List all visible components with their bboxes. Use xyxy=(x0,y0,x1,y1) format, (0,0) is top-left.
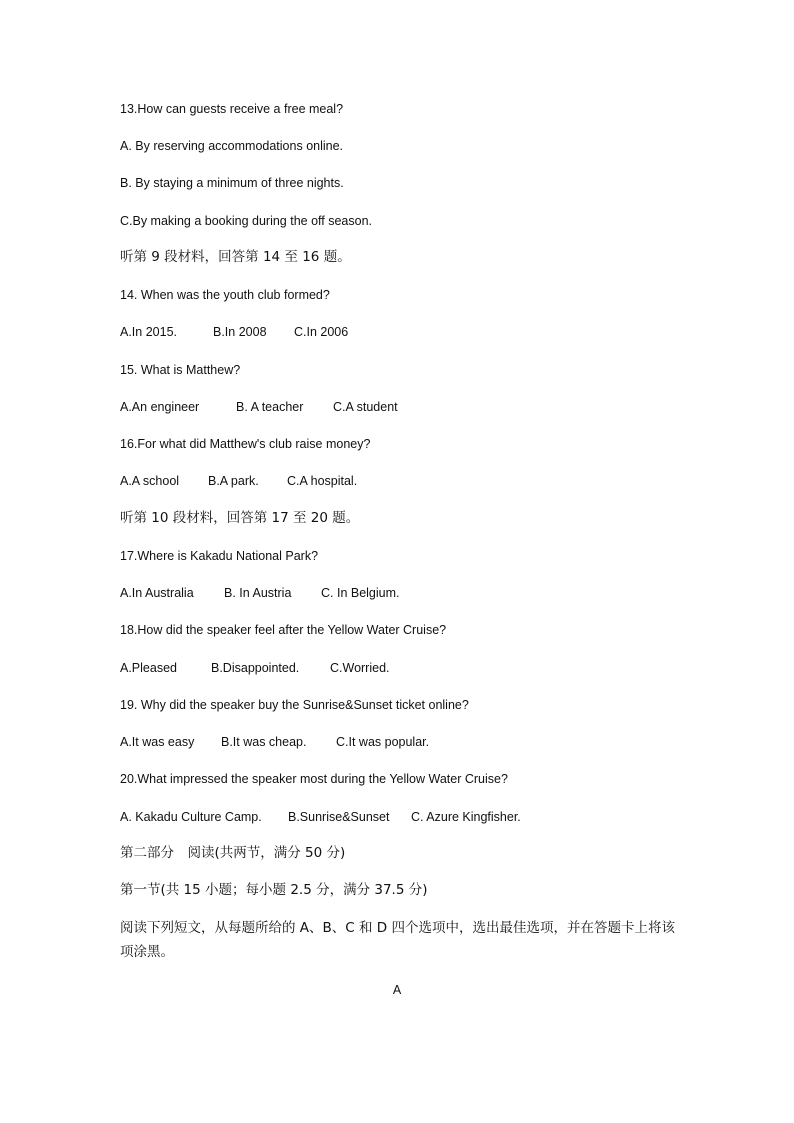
question-17-option-c: C. In Belgium. xyxy=(321,586,400,600)
question-17: 17.Where is Kakadu National Park? xyxy=(120,549,319,563)
question-19: 19. Why did the speaker buy the Sunrise&Sunset ticket online? xyxy=(120,698,469,712)
question-20: 20.What impressed the speaker most during the Yellow Water Cruise? xyxy=(120,772,508,786)
question-14-option-c: C.In 2006 xyxy=(294,325,349,339)
question-20-option-c: C. Azure Kingfisher. xyxy=(411,810,521,824)
question-20-option-b: B.Sunrise&Sunset xyxy=(288,810,390,824)
question-16-option-a: A.A school xyxy=(120,474,180,488)
question-19-options xyxy=(120,734,429,750)
question-14-options xyxy=(120,324,348,340)
question-14-option-a: A.In 2015. xyxy=(120,325,177,339)
question-20-option-a: A. Kakadu Culture Camp. xyxy=(120,810,262,824)
passage-label: A xyxy=(392,983,402,997)
question-18: 18.How did the speaker feel after the Yellow Water Cruise? xyxy=(120,623,447,637)
question-13-option-b: B. By staying a minimum of three nights. xyxy=(120,176,344,190)
question-14: 14. When was the youth club formed? xyxy=(120,288,330,302)
question-15-option-b: B. A teacher xyxy=(236,400,304,414)
question-16-options xyxy=(120,473,357,489)
question-17-options xyxy=(120,585,400,601)
section-one-heading: 第一节(共 15 小题；每小题 2.5 分，满分 37.5 分) xyxy=(120,882,428,898)
question-14-option-b: B.In 2008 xyxy=(213,325,267,339)
reading-instructions: 阅读下列短文，从每题所给的 A、B、C 和 D 四个选项中，选出最佳选项，并在答题卡上将该项涂黑。 xyxy=(120,920,675,960)
question-17-option-a: A.In Australia xyxy=(120,586,194,600)
question-19-option-a: A.It was easy xyxy=(120,735,195,749)
question-15-option-c: C.A student xyxy=(333,400,398,414)
section-instruction-10: 听第 10 段材料，回答第 17 至 20 题。 xyxy=(120,510,360,526)
question-16: 16.For what did Matthew's club raise money? xyxy=(120,437,371,451)
question-13-option-c: C.By making a booking during the off season. xyxy=(120,214,373,228)
question-13-option-a: A. By reserving accommodations online. xyxy=(120,139,344,153)
question-20-options xyxy=(120,809,521,825)
question-18-option-b: B.Disappointed. xyxy=(211,661,300,675)
question-19-option-b: B.It was cheap. xyxy=(221,735,307,749)
question-18-option-a: A.Pleased xyxy=(120,661,177,675)
question-15: 15. What is Matthew? xyxy=(120,363,241,377)
question-13: 13.How can guests receive a free meal? xyxy=(120,102,344,116)
question-16-option-b: B.A park. xyxy=(208,474,259,488)
question-18-options xyxy=(120,660,390,676)
question-16-option-c: C.A hospital. xyxy=(287,474,358,488)
question-17-option-b: B. In Austria xyxy=(224,586,292,600)
question-15-options xyxy=(120,399,398,415)
question-19-option-c: C.It was popular. xyxy=(336,735,430,749)
section-instruction-9: 听第 9 段材料，回答第 14 至 16 题。 xyxy=(120,249,351,265)
question-18-option-c: C.Worried. xyxy=(330,661,390,675)
question-15-option-a: A.An engineer xyxy=(120,400,200,414)
part-two-heading: 第二部分 阅读(共两节，满分 50 分) xyxy=(120,845,346,861)
